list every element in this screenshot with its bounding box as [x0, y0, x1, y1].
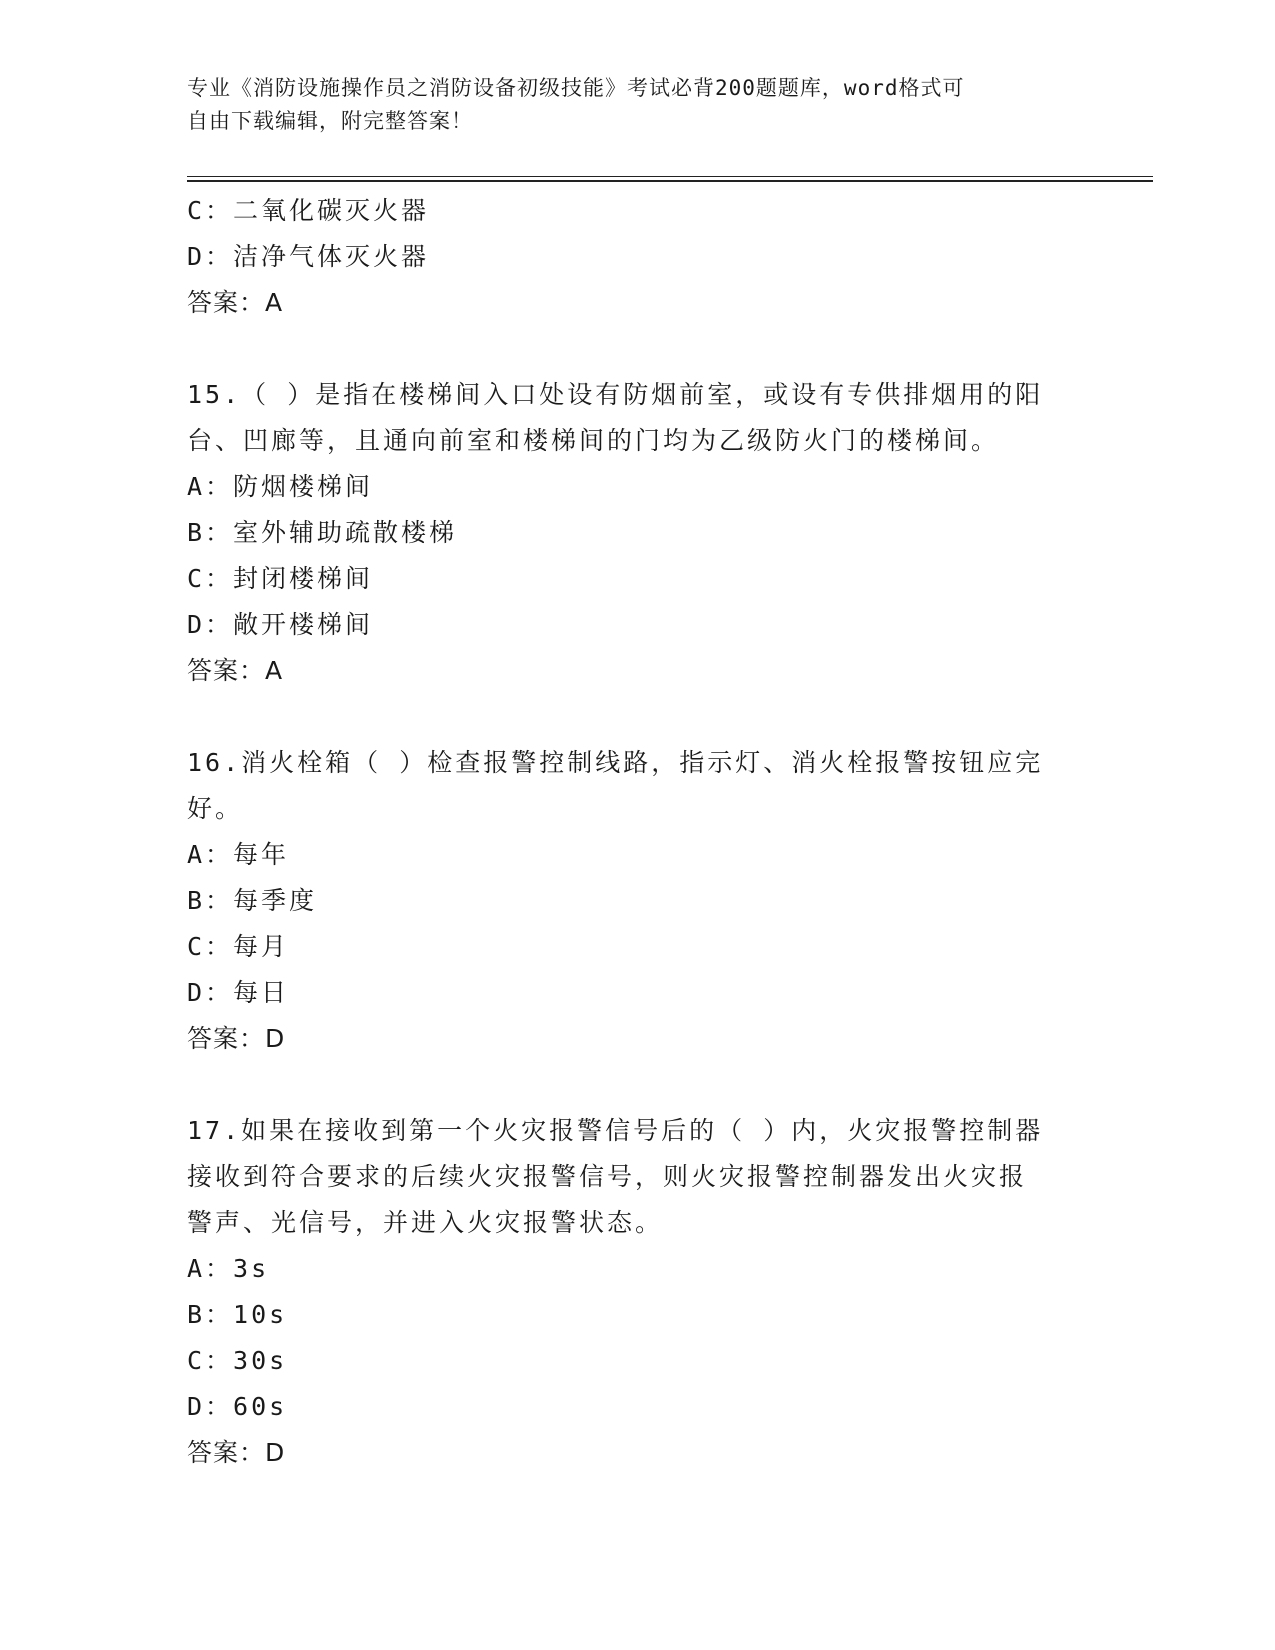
option-d: D：每日 [187, 978, 290, 1007]
question-block-16 [187, 740, 1077, 1062]
option-d: D：60s [187, 1392, 288, 1421]
question-stem-line: 15.（ ）是指在楼梯间入口处设有防烟前室，或设有专供排烟用的阳 [187, 380, 1044, 409]
option-d: D：敞开楼梯间 [187, 610, 374, 639]
answer-line: 答案：A [187, 656, 284, 685]
answer-line: 答案：A [187, 288, 284, 317]
spacer [187, 694, 1077, 740]
option-b: B：每季度 [187, 886, 318, 915]
option-b: B：10s [187, 1300, 288, 1329]
question-block-17 [187, 1108, 1077, 1476]
question-stem-line: 警声、光信号，并进入火灾报警状态。 [187, 1208, 664, 1237]
question-stem-line: 台、凹廊等，且通向前室和楼梯间的门均为乙级防火门的楼梯间。 [187, 426, 1000, 455]
option-d: D：洁净气体灭火器 [187, 242, 430, 271]
question-stem-line: 16.消火栓箱（ ）检查报警控制线路，指示灯、消火栓报警按钮应完 [187, 748, 1044, 777]
answer-line: 答案：D [187, 1438, 286, 1467]
option-c: C：二氧化碳灭火器 [187, 196, 430, 225]
option-c: C：30s [187, 1346, 288, 1375]
option-a: A：每年 [187, 840, 290, 869]
header-divider [187, 176, 1153, 182]
option-c: C：每月 [187, 932, 290, 961]
question-list [187, 188, 1077, 1476]
question-stem-line: 接收到符合要求的后续火灾报警信号，则火灾报警控制器发出火灾报 [187, 1162, 1028, 1191]
question-stem-line: 17.如果在接收到第一个火灾报警信号后的（ ）内，火灾报警控制器 [187, 1116, 1044, 1145]
question-block-14 [187, 188, 1077, 326]
option-a: A：防烟楼梯间 [187, 472, 374, 501]
question-block-15 [187, 372, 1077, 694]
page-header [187, 72, 1067, 138]
spacer [187, 326, 1077, 372]
header-line-1: 专业《消防设施操作员之消防设备初级技能》考试必背200题题库，word格式可 [187, 76, 965, 100]
header-line-2: 自由下载编辑，附完整答案！ [187, 109, 473, 133]
spacer [187, 1062, 1077, 1108]
option-a: A：3s [187, 1254, 270, 1283]
option-b: B：室外辅助疏散楼梯 [187, 518, 458, 547]
answer-line: 答案：D [187, 1024, 286, 1053]
question-stem-line: 好。 [187, 794, 244, 823]
option-c: C：封闭楼梯间 [187, 564, 374, 593]
